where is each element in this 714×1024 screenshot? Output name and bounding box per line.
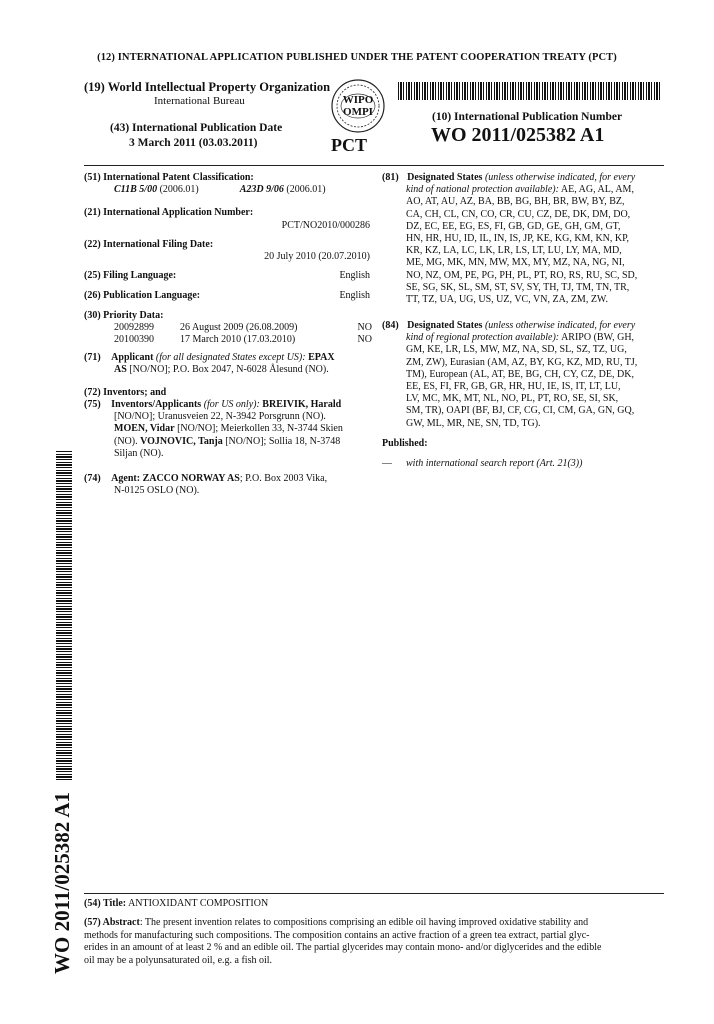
- header-rule: [84, 165, 664, 166]
- field-72-label: (72) Inventors; and: [84, 387, 167, 398]
- pub-number: WO 2011/025382 A1: [431, 124, 605, 146]
- organization-name: (19) World Intellectual Property Organization: [84, 80, 331, 94]
- svg-text:WIPO: WIPO: [342, 94, 374, 106]
- abstract-line: methods for manufacturing such compositions. The composition contains an active fraction of a green tea extract, partial glyc-: [84, 929, 590, 941]
- field-22-label: (22) International Filing Date:: [84, 239, 214, 250]
- field-25-value: English: [339, 270, 370, 281]
- side-pub-number: WO 2011/025382 A1: [50, 791, 74, 974]
- field-71: (71) Applicant (for all designated States except US): EPAX AS [NO/NO]; P.O. Box 2047, N-6028 Ålesund (NO).: [84, 352, 335, 376]
- pub-date: 3 March 2011 (03.03.2011): [129, 137, 258, 149]
- field-26-value: English: [339, 290, 370, 301]
- field-51-label: (51) International Patent Classification:: [84, 172, 254, 183]
- abstract-label: (57) Abstract: [84, 917, 140, 928]
- barcode-top: [398, 82, 660, 100]
- abstract: (57) Abstract: The present invention relates to compositions comprising an edible oil having improved oxidative stability and methods for manufacturing such compositions. The composition contains an active fraction of a green tea extract, partial glyc- erides in an amount of at least 2 % and an edible oil. The partial glycerides may contain mono- and/or diglycerides and the edible oil may be a polyunsaturated oil, e.g. a fish oil.: [84, 917, 666, 967]
- priority-table: [114, 322, 372, 346]
- title: [84, 898, 268, 910]
- field-26-label: (26) Publication Language:: [84, 290, 201, 301]
- pub-date-label: (43) International Publication Date: [110, 122, 283, 134]
- field-21-label: (21) International Application Number:: [84, 207, 254, 218]
- regional-states-line: SM, TR), OAPI (BF, BJ, CF, CG, CI, CM, GA, GN, GQ,: [406, 405, 635, 417]
- ipc-class-2: A23D 9/06: [239, 184, 284, 196]
- ipc-class-1: C11B 5/00: [114, 184, 158, 196]
- field-22-value: 20 July 2010 (20.07.2010): [264, 251, 370, 262]
- regional-states-line: GM, KE, LR, LS, MW, MZ, NA, SD, SL, SZ, TZ, UG,: [406, 344, 627, 356]
- svg-text:OMPI: OMPI: [343, 106, 373, 118]
- barcode-side: [56, 450, 72, 780]
- ipc-class-2-date: (2006.01): [286, 184, 326, 196]
- pub-number-label: (10) International Publication Number: [432, 111, 623, 123]
- regional-states-line: LV, MC, MK, MT, NL, NO, PL, PT, RO, SE, SI, SK,: [406, 393, 619, 405]
- designated-states-line: KR, KZ, LA, LC, LK, LR, LS, LT, LU, LY, MA, MD,: [406, 245, 622, 257]
- designated-states-line: NO, NZ, OM, PE, PG, PH, PL, PT, RO, RS, RU, SC, SD,: [406, 269, 638, 281]
- abstract-line: erides in an amount of at least 2 % and an edible oil. The partial glycerides may contain mono- and/or diglycerides and the edible: [84, 942, 602, 954]
- regional-states-line: GW, ML, MR, NE, SN, TD, TG).: [406, 417, 541, 429]
- regional-states-line: ZM, ZW), Eurasian (AM, AZ, BY, KG, KZ, MD, RU, TJ,: [406, 356, 638, 368]
- priority-row: 20100390 17 March 2010 (17.03.2010) NO: [114, 334, 372, 345]
- field-81: (81) Designated States (unless otherwise indicated, for every kind of national protection available): AE, AG, AL, AM, AO, AT, AU, AZ, BA, BB, BG, BH, BR, BW, BY, BZ, CA, CH, CL, CN, CO, CR, CU, CZ, DE, DK, DM, DO, DZ, EC, EE, EG, ES, FI, GB, GD, GE, GH, GM, GT, HN, HR, HU, ID, IL, IN, IS, JP, KE, KG, KM, KN, KP, KR, KZ, LA, LC, LK, LR, LS, LT, LU, LY, MA, MD, ME, MG, MK, MN, MW, MX, MY, MZ, NA, NG, NI, NO, NZ, OM, PE, PG, PH, PL, PT, RO, RS, RU, SC, SD, SE, SG, SK, SL, SM, ST, SV, SY, TH, TJ, TM, TN, TR, TT, TZ, UA, UG, US, UZ, VC, VN, ZA, ZM, ZW.: [382, 172, 666, 306]
- field-74: (74) Agent: ZACCO NORWAY AS; P.O. Box 2003 Vika, N-0125 OSLO (NO).: [84, 473, 328, 497]
- published-item: — with international search report (Art. 21(3)): [382, 458, 583, 469]
- treaty-header: (12) INTERNATIONAL APPLICATION PUBLISHED UNDER THE PATENT COOPERATION TREATY (PCT): [97, 52, 617, 63]
- designated-states-line: ME, MG, MK, MN, MW, MX, MY, MZ, NA, NG, NI,: [406, 257, 625, 269]
- title-label: (54) Title:: [84, 898, 127, 909]
- regional-states-line: TM), European (AL, AT, BE, BG, CH, CY, CZ, DE, DK,: [406, 368, 634, 380]
- field-84: (84) Designated States (unless otherwise indicated, for every kind of regional protection available): ARIPO (BW, GH, GM, KE, LR, LS, MW, MZ, NA, SD, SL, SZ, TZ, UG, ZM, ZW), Eurasian (AM, AZ, BY, KG, KZ, MD, RU, TJ, TM), European (AL, AT, BE, BG, CH, CY, CZ, DE, DK, EE, ES, FI, FR, GB, GR, HR, HU, IE, IS, IT, LT, LU, LV, MC, MK, MT, NL, NO, PL, PT, RO, SE, SI, SK, SM, TR), OAPI (BF, BJ, CF, CG, CI, CM, GA, GN, GQ, GW, ML, MR, NE, SN, TD, TG).: [382, 320, 666, 430]
- designated-states-line: TT, TZ, UA, UG, US, UZ, VC, VN, ZA, ZM, ZW.: [406, 294, 608, 306]
- title-rule: [84, 893, 664, 894]
- field-75: (75) Inventors/Applicants (for US only): BREIVIK, Harald [NO/NO]; Uranusveien 22, N-3942 Porsgrunn (NO). MOEN, Vidar [NO/NO]; Meierkollen 33, N-3744 Skien (NO). VOJNOVIC, Tanja [NO/NO]; Sollia 18, N-3748 Siljan (NO).: [84, 399, 343, 459]
- designated-states-line: DZ, EC, EE, EG, ES, FI, GB, GD, GE, GH, GM, GT,: [406, 220, 621, 232]
- left-column: [84, 172, 374, 196]
- ipc-class-1-date: (2006.01): [159, 184, 199, 196]
- title-value: ANTIOXIDANT COMPOSITION: [128, 898, 269, 909]
- designated-states-line: SE, SG, SK, SL, SM, ST, SV, SY, TH, TJ, TM, TN, TR,: [406, 281, 630, 293]
- published-label: Published:: [382, 438, 428, 449]
- field-25-label: (25) Filing Language:: [84, 270, 177, 281]
- bureau-name: International Bureau: [154, 95, 245, 107]
- designated-states-line: CA, CH, CL, CN, CO, CR, CU, CZ, DE, DK, DM, DO,: [406, 208, 631, 220]
- abstract-line: oil may be a polyunsaturated oil, e.g. a fish oil.: [84, 954, 273, 966]
- priority-row: 20092899 26 August 2009 (26.08.2009) NO: [114, 322, 372, 333]
- regional-states-line: EE, ES, FI, FR, GB, GR, HR, HU, IE, IS, IT, LT, LU,: [406, 381, 621, 393]
- designated-states-line: HN, HR, HU, ID, IL, IN, IS, JP, KE, KG, KM, KN, KP,: [406, 233, 630, 245]
- field-21-value: PCT/NO2010/000286: [281, 220, 370, 231]
- field-30-label: (30) Priority Data:: [84, 310, 164, 321]
- designated-states-line: AO, AT, AU, AZ, BA, BB, BG, BH, BR, BW, BY, BZ,: [406, 196, 625, 208]
- pct-label: PCT: [331, 135, 367, 155]
- wipo-logo: [330, 78, 386, 134]
